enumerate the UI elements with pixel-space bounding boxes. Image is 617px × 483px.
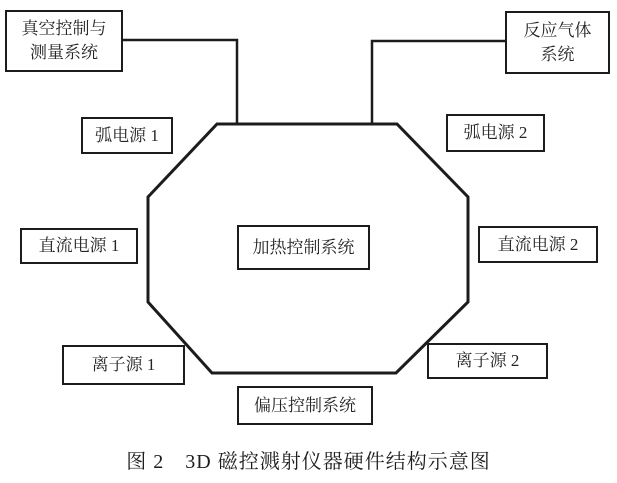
node-ion-source-1 xyxy=(62,345,185,385)
node-dc-power-1 xyxy=(20,228,138,264)
node-label: 弧电源 1 xyxy=(95,125,159,145)
node-label: 直流电源 1 xyxy=(38,236,120,256)
node-ion-source-2 xyxy=(427,343,548,379)
node-vacuum-control-measurement-system xyxy=(5,10,123,72)
node-label: 测量系统 xyxy=(30,43,98,62)
node-label: 偏压控制系统 xyxy=(254,395,356,415)
node-arc-power-2 xyxy=(446,114,545,152)
node-arc-power-1 xyxy=(81,117,173,154)
connector-line-vacuum xyxy=(123,40,237,123)
node-label: 系统 xyxy=(540,44,575,64)
connector-line-gas xyxy=(372,41,505,123)
figure-caption: 图 2 3D 磁控溅射仪器硬件结构示意图 xyxy=(126,451,491,473)
node-label: 弧电源 2 xyxy=(463,123,528,143)
node-label: 加热控制系统 xyxy=(252,237,355,257)
node-label: 直流电源 2 xyxy=(497,234,579,254)
node-label: 真空控制与 xyxy=(21,19,107,39)
node-reaction-gas-system xyxy=(505,11,610,74)
node-bias-control-system xyxy=(237,386,373,425)
node-label: 离子源 2 xyxy=(455,351,520,371)
node-heating-control-system xyxy=(237,225,370,270)
node-label: 反应气体 xyxy=(523,20,592,40)
node-label: 离子源 1 xyxy=(91,355,156,375)
node-dc-power-2 xyxy=(478,226,598,263)
